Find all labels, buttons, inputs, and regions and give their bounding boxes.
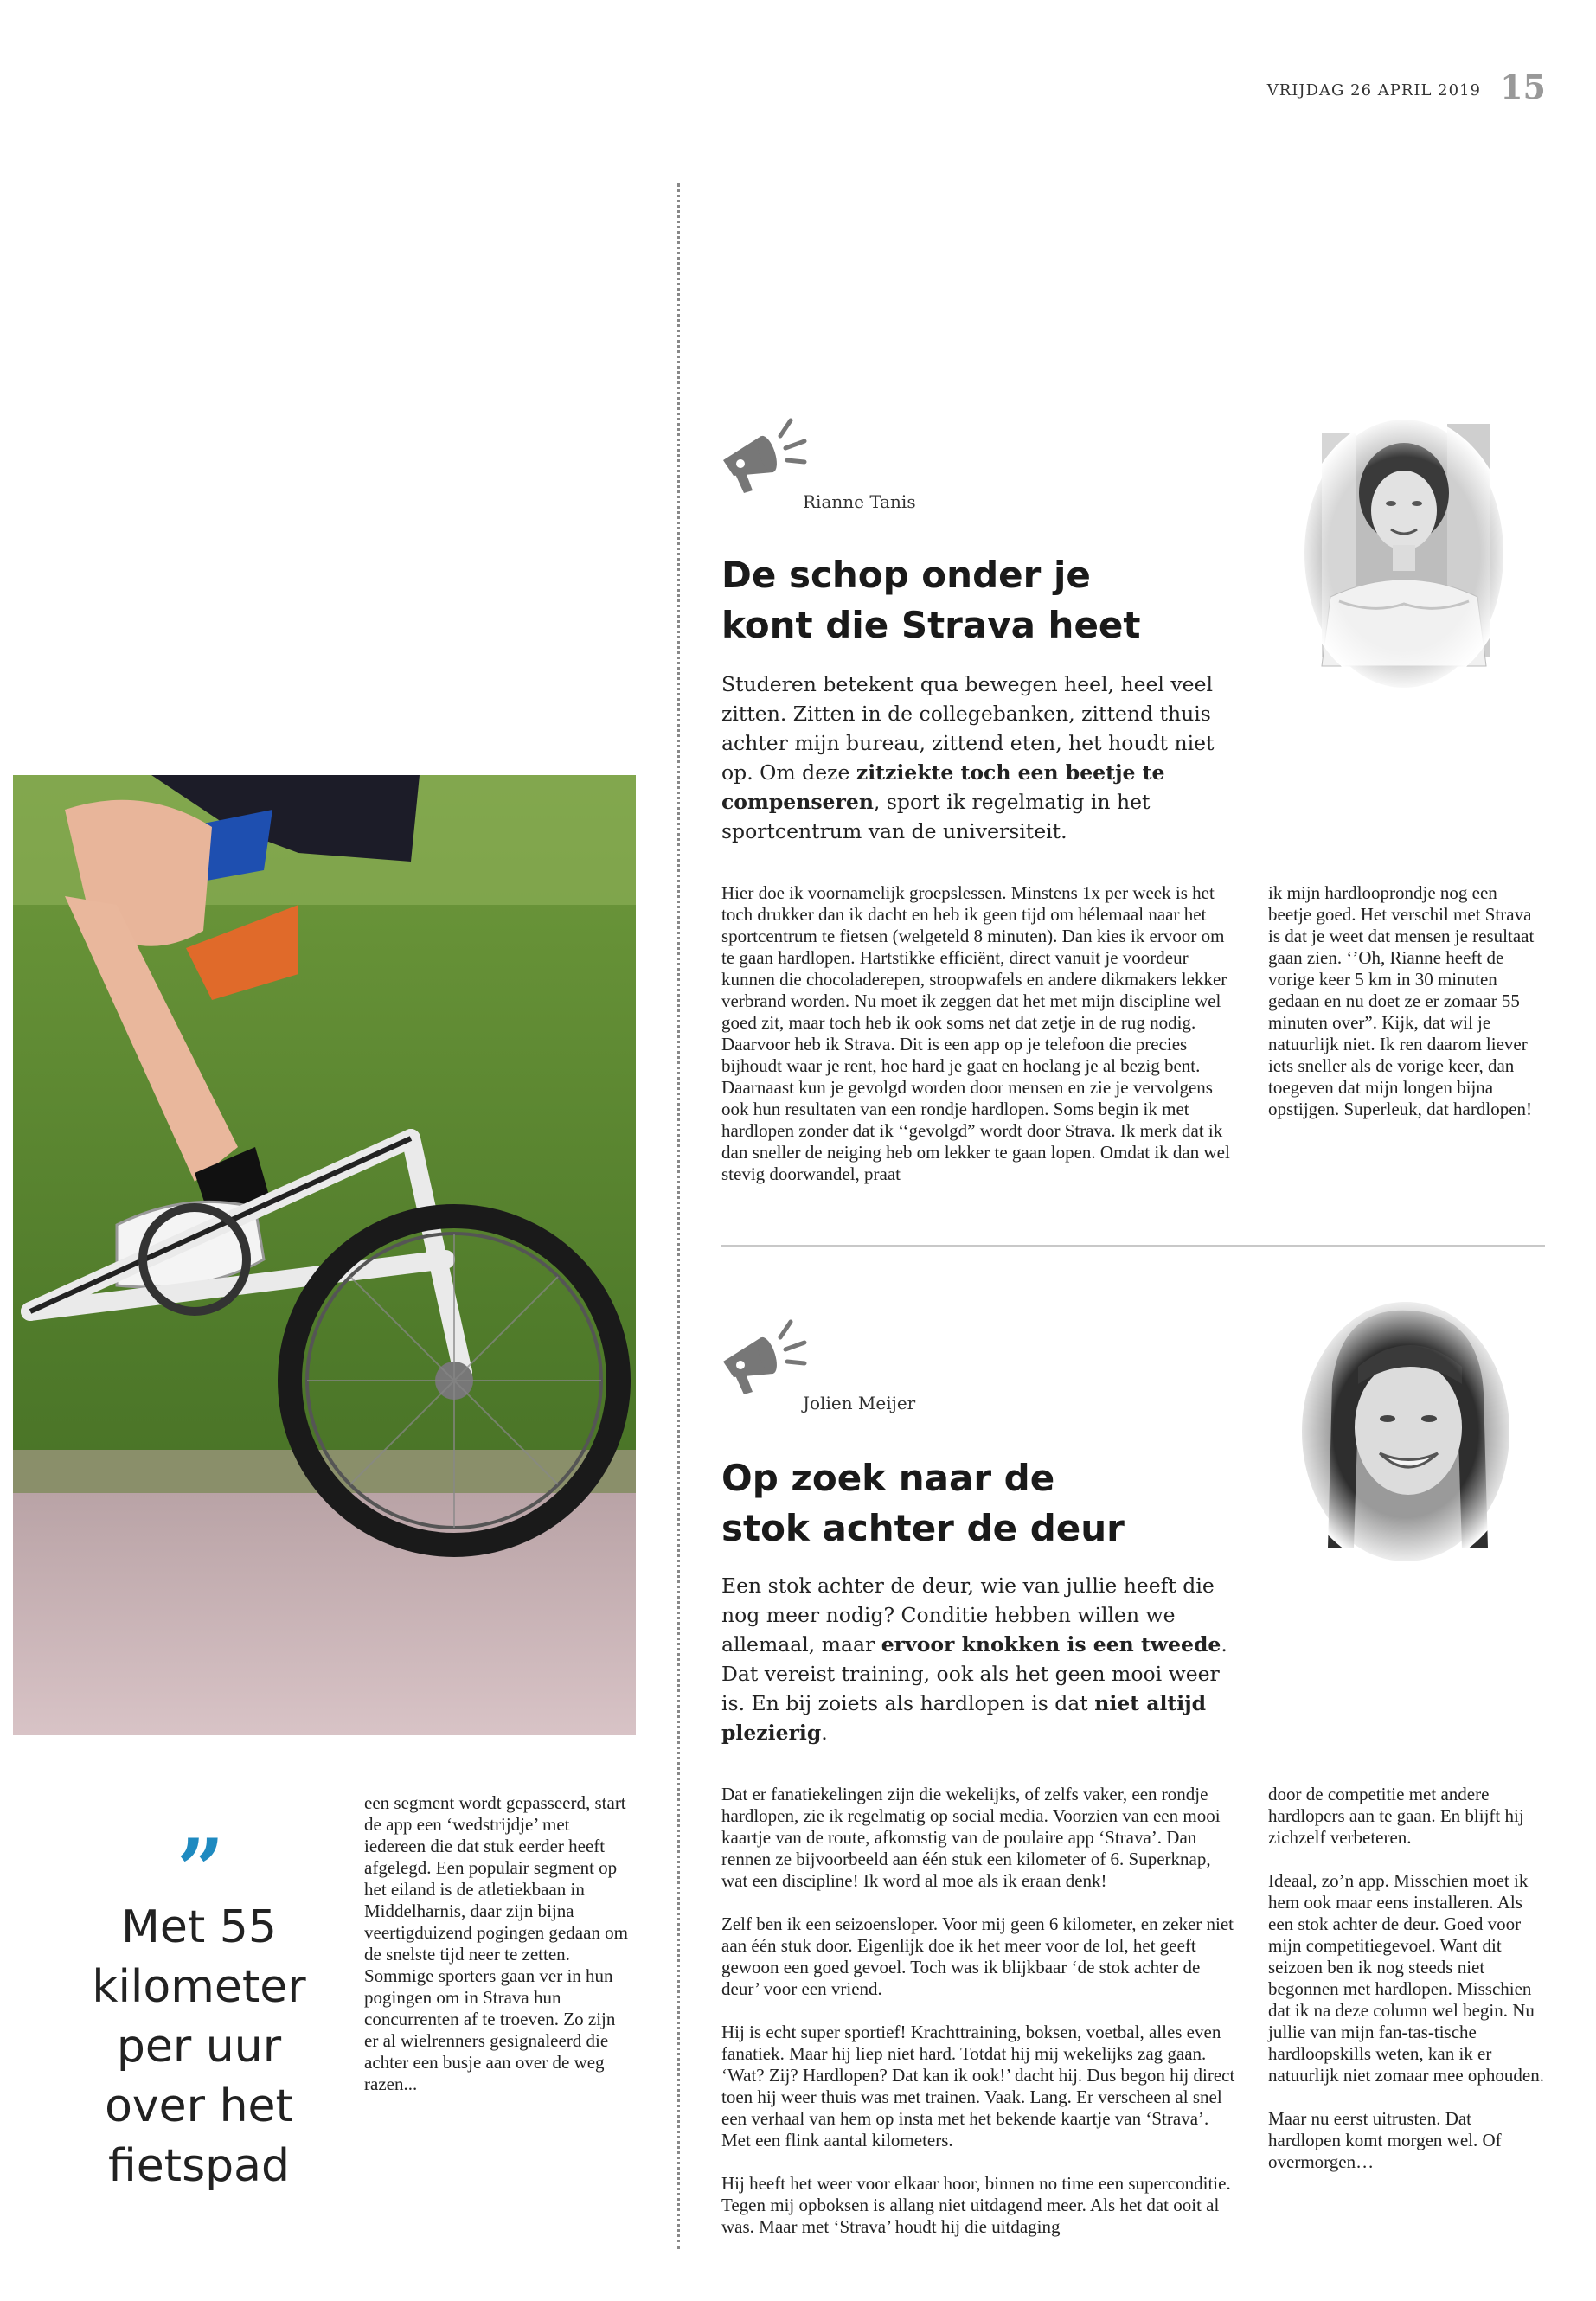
article-body-right [1268, 1784, 1545, 2173]
article-body-left: Hier doe ik voornamelijk groepslessen. Minstens 1x per week is het toch drukker dan ik dacht en heb ik geen tijd om hélemaal naar het sportcentrum te fietsen (welgeteld 8 minuten). Dan kies ik ervoor om te gaan hardlopen. Hartstikke efficiënt, direct vanuit je voordeur kunnen die chocoladerepen, stroopwafels en andere dikmakers lekker verbrand worden. Nu moet ik zeggen dat het met mijn discipline wel goed zit, maar toch heb ik ook soms net dat zetje in de rug nodig. Daarvoor heb ik Strava. Dit is een app op je telefoon die precies bijhoudt waar je rent, hoe hard je gaat en hoelang je al bezig bent. Daarnaast kun je gevolgd worden door mensen en zie je vervolgens ook hun resultaten van een rondje hardlopen. Soms begin ik met hardlopen zonder dat ik ‘‘gevolgd” wordt door Strava. Ik merk dat ik dan sneller de neiging heb om lekker te gaan lopen. Omdat ik dan wel stevig doorwandel, praat [721, 882, 1230, 1184]
megaphone-icon [718, 1311, 811, 1394]
paragraph: Hij is echt super sportief! Krachttraining, boksen, voetbal, alles even fanatiek. Maar hij liep niet hard. Totdat hij mij wekelijks zag gaan. ‘Wat? Zij? Hardlopen? Dat kan ik ook!’ dacht hij. Dus begon hij direct toen hij weer thuis was met trainen. Vaak. Lang. Er verscheen al snel een verhaal van hem op insta met het bekende kaartje van ‘Strava’. Met een flink aantal kilometers. [721, 2022, 1235, 2150]
article-body-right: ik mijn hardlooprondje nog een beetje goed. Het verschil met Strava is dat je weet dat mensen je resultaat gaan zien. ‘’Oh, Rianne heeft de vorige keer 5 km in 30 minuten gedaan en nu doet ze er zomaar 55 minuten over”. Kijk, dat wil je natuurlijk niet. Ik ren daarom liever iets sneller als de vorige keer, dan toegeven dat mijn longen bijna opstijgen. Superleuk, dat hardlopen! [1268, 882, 1535, 1119]
headline-line: kont die Strava heet [721, 604, 1141, 646]
page-number: 15 [1500, 67, 1546, 106]
headline-line: De schop onder je [721, 554, 1091, 596]
pull-quote: Met 55 kilometer per uur over het fietspad [92, 1901, 306, 2192]
author-portrait [1289, 1289, 1522, 1566]
intro-highlight: niet altijd plezierig [721, 1691, 1207, 1745]
paragraph: Hij heeft het weer voor elkaar hoor, binnen no time een superconditie. Tegen mij opboksen is allang niet uitdagend meer. Als het dat ooit al was. Maar met ‘Strava’ houdt hij die uitdaging [721, 2173, 1231, 2237]
issue-date: VRIJDAG 26 APRIL 2019 [1266, 81, 1481, 99]
author-name: Jolien Meijer [803, 1393, 916, 1413]
intro-text: . [821, 1721, 828, 1745]
column-divider [677, 183, 680, 2249]
paragraph: Zelf ben ik een seizoensloper. Voor mij geen 6 kilometer, en zeker niet aan één stuk door. Eigenlijk doe ik het meer voor de lol, het geeft gewoon een goed gevoel. Toch was ik blijkbaar ‘de stok achter de deur’ voor een vriend. [721, 1913, 1234, 1999]
intro-text: Een stok achter de deur, wie van jullie heeft die nog meer nodig? Conditie hebben willen we allemaal, maar [721, 1574, 1215, 1657]
paragraph: door de competitie met andere hardlopers aan te gaan. En blijft hij zichzelf verbeteren. [1268, 1784, 1524, 1848]
article-headline [721, 1453, 1125, 1554]
headline-line: stok achter de deur [721, 1507, 1125, 1549]
headline-line: Op zoek naar de [721, 1457, 1055, 1499]
intro-text: , sport ik regelmatig in het sportcentrum van de universiteit. [721, 790, 1151, 843]
quote-mark-icon: ” [176, 1821, 225, 1919]
paragraph: Ideaal, zo’n app. Misschien moet ik hem ook maar eens installeren. Als een stok achter de deur. Goed voor mijn competitiegevoel. Want dit seizoen ben ik nog steeds niet begonnen met hardlopen. Misschien dat ik na deze column wel begin. Nu jullie van mijn fan-tas-tische hardloopskills weten, kan ik er natuurlijk niet zomaar mee ophouden. [1268, 1870, 1544, 2086]
article-body-left [721, 1784, 1240, 2238]
section-divider [721, 1245, 1545, 1247]
article-intro [721, 670, 1232, 846]
intro-text: . Dat vereist training, ook als het geen mooi weer is. En bij zoiets als hardlopen is dat [721, 1632, 1227, 1715]
intro-highlight: zitziekte toch een beetje te compenseren [721, 760, 1165, 814]
article-headline [721, 550, 1141, 651]
author-portrait [1296, 415, 1512, 692]
intro-highlight: ervoor knokken is een tweede [881, 1632, 1221, 1657]
intro-text: Studeren betekent qua bewegen heel, heel veel zitten. Zitten in de collegebanken, zittend thuis achter mijn bureau, zittend eten, het houdt niet op. Om deze [721, 672, 1215, 785]
sidebar-body: een segment wordt gepasseerd, start de app een ‘wedstrijdje’ met iedereen die dat stuk eerder heeft afgelegd. Een populair segment op het eiland is de atletiekbaan in Middelharnis, daar zijn bijna veertigduizend pogingen gedaan om de snelste tijd neer te zetten. Sommige sporters gaan ver in hun pogingen om in Strava hun concurrenten af te troeven. Zo zijn er al wielrenners gesignaleerd die achter een busje aan over de weg razen... [364, 1792, 628, 2094]
paragraph: Maar nu eerst uitrusten. Dat hardlopen komt morgen wel. Of overmorgen… [1268, 2108, 1502, 2172]
author-name: Rianne Tanis [803, 491, 916, 512]
article-intro [721, 1571, 1232, 1747]
cyclist-photo [13, 775, 636, 1735]
megaphone-icon [718, 410, 811, 493]
paragraph: Dat er fanatiekelingen zijn die wekelijks, of zelfs vaker, een rondje hardlopen, zie ik regelmatig op social media. Voorzien van een mooi kaartje van de route, afkomstig van de poulaire app ‘Strava’. Dan rennen ze bijvoorbeeld aan één stuk een kilometer of 6. Superknap, wat een discipline! Ik word al moe als ik eraan denk! [721, 1784, 1221, 1891]
